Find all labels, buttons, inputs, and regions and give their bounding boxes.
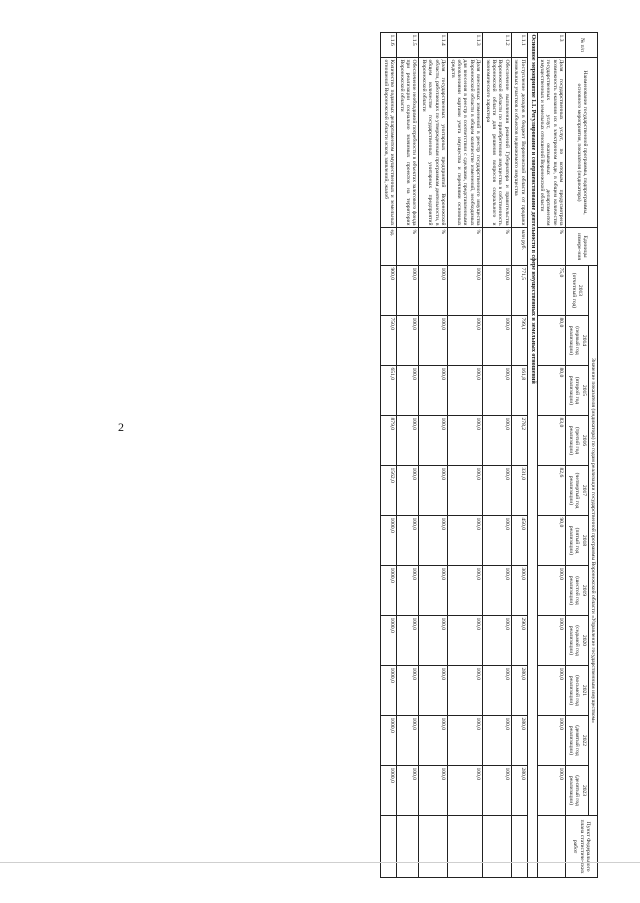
row-unit: % (537, 228, 566, 266)
year-note: (восьмой год реализации) (567, 675, 581, 706)
row-indicator-name: Доля государственных услуг, по которым предусмотрена возможность оказания их в электронном виде, в общем количестве государственных услуг, оказываемых департаментом имущественных и земельных отношений Воронежской области (539, 59, 565, 226)
row-unit: ед. (381, 228, 397, 266)
year-note: (отчетный год) (570, 272, 577, 309)
header-year (566, 666, 588, 716)
row-value: 100,0 (448, 266, 483, 316)
row-value: 100,0 (483, 666, 512, 716)
year-label: 2023 (580, 784, 587, 797)
row-unit: % (448, 228, 483, 266)
row-unit: % (419, 228, 448, 266)
header-values: Значение показателя (индикатора) по годам реализации государственной программы Воронежской области «Управление государственным имуществом» (588, 266, 597, 816)
row-value: 80,0 (537, 316, 566, 366)
row-value: 300,0 (511, 566, 527, 616)
header-year (566, 366, 588, 416)
row-value: 80,0 (537, 366, 566, 416)
row-number: 1.3 (537, 33, 566, 58)
row-value: 100,0 (397, 716, 419, 766)
row-value: 100,0 (448, 716, 483, 766)
row-value: 100,0 (419, 616, 448, 666)
row-value: 799,1 (511, 316, 527, 366)
header-row-1 (588, 33, 597, 878)
rotated-table-container (128, 32, 598, 877)
year-label: 2022 (580, 734, 587, 747)
row-value: 75,0 (537, 266, 566, 316)
row-value: 100,0 (419, 666, 448, 716)
header-year (566, 716, 588, 766)
row-value: 331,0 (511, 466, 527, 516)
row-indicator-name: Количество поданных департаментом имущественных и земельных отношений Воронежской области исков, заявлений, жалоб (382, 59, 396, 226)
year-label: 2014 (580, 334, 587, 347)
header-year (566, 516, 588, 566)
row-value: 280,0 (511, 716, 527, 766)
row-value: 100,0 (397, 666, 419, 716)
row-indicator-name: Доля государственных унитарных предприятий Воронежской области, работающих по утвержденным программам деятельности, в общем количестве государственных унитарных предприятий Воронежской области (420, 59, 447, 226)
header-unit: Единицы измере-ния (566, 228, 598, 266)
row-plan-ref (483, 816, 512, 878)
year-label: 2018 (580, 534, 587, 547)
row-value: 100,0 (537, 616, 566, 666)
row-value: 100,0 (419, 766, 448, 816)
row-value: 100,0 (483, 266, 512, 316)
header-no: № п/п (566, 33, 598, 58)
row-value: 750,0 (381, 316, 397, 366)
row-number: 1.1.4 (419, 33, 448, 58)
row-value: 100,0 (448, 316, 483, 366)
year-note: (седьмой год реализации) (567, 625, 581, 656)
year-label: 2020 (580, 634, 587, 647)
row-value: 100,0 (448, 516, 483, 566)
row-value: 280,0 (511, 666, 527, 716)
row-plan-ref (537, 816, 566, 878)
row-value: 100,0 (537, 666, 566, 716)
row-value: 771,5 (511, 266, 527, 316)
row-value: 100,0 (397, 316, 419, 366)
row-unit: % (483, 228, 512, 266)
row-value: 100,0 (448, 666, 483, 716)
year-label: 2017 (580, 484, 587, 497)
header-year (566, 466, 588, 516)
table-body (381, 33, 566, 878)
row-value: 100,0 (483, 416, 512, 466)
row-value: 100,0 (448, 466, 483, 516)
row-value: 82,6 (537, 466, 566, 516)
year-label: 2016 (580, 434, 587, 447)
row-value: 100,0 (448, 366, 483, 416)
row-value: 1562,0 (381, 466, 397, 516)
row-value: 450,0 (511, 516, 527, 566)
page-edge (0, 862, 640, 863)
row-value: 100,0 (448, 766, 483, 816)
section-title: Основное мероприятие 1.1. Регулирование и совершенствование деятельности в сфере имущественных и земельных отношений (527, 33, 537, 878)
table-row (397, 33, 419, 878)
row-value: 100,0 (448, 416, 483, 466)
row-value: 100,0 (483, 766, 512, 816)
year-note: (второй год реализации) (567, 375, 581, 406)
row-unit: % (397, 228, 419, 266)
year-label: 2013 (577, 284, 584, 297)
row-value: 100,0 (419, 716, 448, 766)
year-label: 2019 (580, 584, 587, 597)
row-indicator-name: Обеспечение необходимой потребности в объектах залогового фонда при реализации социально значимых проектов на территории Воронежской области (398, 59, 418, 226)
row-value: 100,0 (483, 616, 512, 666)
table-row (537, 33, 566, 878)
header-plan: Пункт Федерального плана статистиче-ских работ (566, 816, 598, 878)
row-value: 90,0 (537, 516, 566, 566)
year-label: 2021 (580, 684, 587, 697)
row-value: 100,0 (419, 316, 448, 366)
row-value: 100,0 (537, 766, 566, 816)
row-value: 100,0 (448, 566, 483, 616)
year-note: (пятый год реализации) (567, 525, 581, 556)
row-value: 100,0 (397, 266, 419, 316)
row-value: 100,0 (448, 616, 483, 666)
table-row (483, 33, 512, 878)
row-value: 100,0 (397, 566, 419, 616)
page-number: 2 (118, 420, 124, 434)
header-year (566, 416, 588, 466)
row-value: 161,8 (511, 366, 527, 416)
row-value: 100,0 (537, 716, 566, 766)
table-row (419, 33, 448, 878)
row-number: 1.1.5 (397, 33, 419, 58)
row-value: 879,0 (381, 416, 397, 466)
row-value: 100,0 (419, 366, 448, 416)
row-value: 100,0 (397, 466, 419, 516)
row-value: 100,0 (419, 566, 448, 616)
table-row (448, 33, 483, 878)
year-note: (третий год реализации) (567, 425, 581, 456)
header-year (566, 266, 588, 316)
row-value: 1000,0 (381, 766, 397, 816)
row-indicator-name: Доля внесенных изменений в реестр государственного имущества Воронежской области в общем количестве изменений, необходимых для внесения в реестр в соответствии с сделками, представленными обновлениями картами учета имущества и перечнями основных средств (449, 59, 482, 226)
row-value: 100,0 (419, 266, 448, 316)
row-value: 100,0 (483, 366, 512, 416)
row-value: 100,0 (483, 316, 512, 366)
row-value: 290,0 (511, 616, 527, 666)
table-row (511, 33, 527, 878)
header-name: Наименование государственной программы, подпрограммы, основного мероприятия, показателя (индикатора) (566, 58, 598, 228)
row-plan-ref (381, 816, 397, 878)
header-year (566, 766, 588, 816)
row-value: 280,0 (511, 766, 527, 816)
row-value: 900,0 (381, 266, 397, 316)
row-plan-ref (397, 816, 419, 878)
row-plan-ref (448, 816, 483, 878)
row-value: 100,0 (537, 566, 566, 616)
row-value: 100,0 (419, 466, 448, 516)
row-indicator-name: Поступление доходов в бюджет Воронежской области от продажи земельных участков и объектов недвижимого имущества (513, 59, 526, 226)
year-note: (первый год реализации) (567, 325, 581, 356)
row-value: 1000,0 (381, 516, 397, 566)
row-value: 1000,0 (381, 566, 397, 616)
row-indicator-name: Обеспечение выполнения решений Губернатора и правительства Воронежской области по приобретению имущества в собственность Воронежской области для решения вопросов социального и экономического характера (484, 59, 510, 226)
year-label: 2015 (580, 384, 587, 397)
indicators-table (380, 32, 598, 878)
row-value: 1000,0 (381, 616, 397, 666)
row-number: 1.1.1 (511, 33, 527, 58)
row-value: 83,0 (537, 416, 566, 466)
row-value: 1000,0 (381, 666, 397, 716)
header-year (566, 316, 588, 366)
row-value: 100,0 (397, 766, 419, 816)
row-plan-ref (511, 816, 527, 878)
table-row (381, 33, 397, 878)
row-value: 100,0 (397, 416, 419, 466)
row-value: 100,0 (397, 616, 419, 666)
row-value: 100,0 (483, 716, 512, 766)
row-value: 100,0 (419, 416, 448, 466)
section-row (527, 33, 537, 878)
row-number: 1.1.2 (483, 33, 512, 58)
header-year (566, 566, 588, 616)
row-value: 100,0 (483, 516, 512, 566)
row-value: 100,0 (397, 516, 419, 566)
row-value: 1000,0 (381, 716, 397, 766)
header-year (566, 616, 588, 666)
year-note: (четвертый год реализации) (567, 472, 581, 509)
year-note: (шестой год реализации) (567, 575, 581, 606)
row-value: 100,0 (483, 466, 512, 516)
row-number: 1.1.6 (381, 33, 397, 58)
row-value: 651,0 (381, 366, 397, 416)
row-value: 100,0 (419, 516, 448, 566)
year-note: (десятый год реализации) (567, 775, 581, 806)
row-value: 100,0 (397, 366, 419, 416)
row-value: 278,2 (511, 416, 527, 466)
year-note: (девятый год реализации) (567, 725, 581, 756)
row-unit: млн руб. (511, 228, 527, 266)
row-plan-ref (419, 816, 448, 878)
row-number: 1.1.3 (448, 33, 483, 58)
row-value: 100,0 (483, 566, 512, 616)
